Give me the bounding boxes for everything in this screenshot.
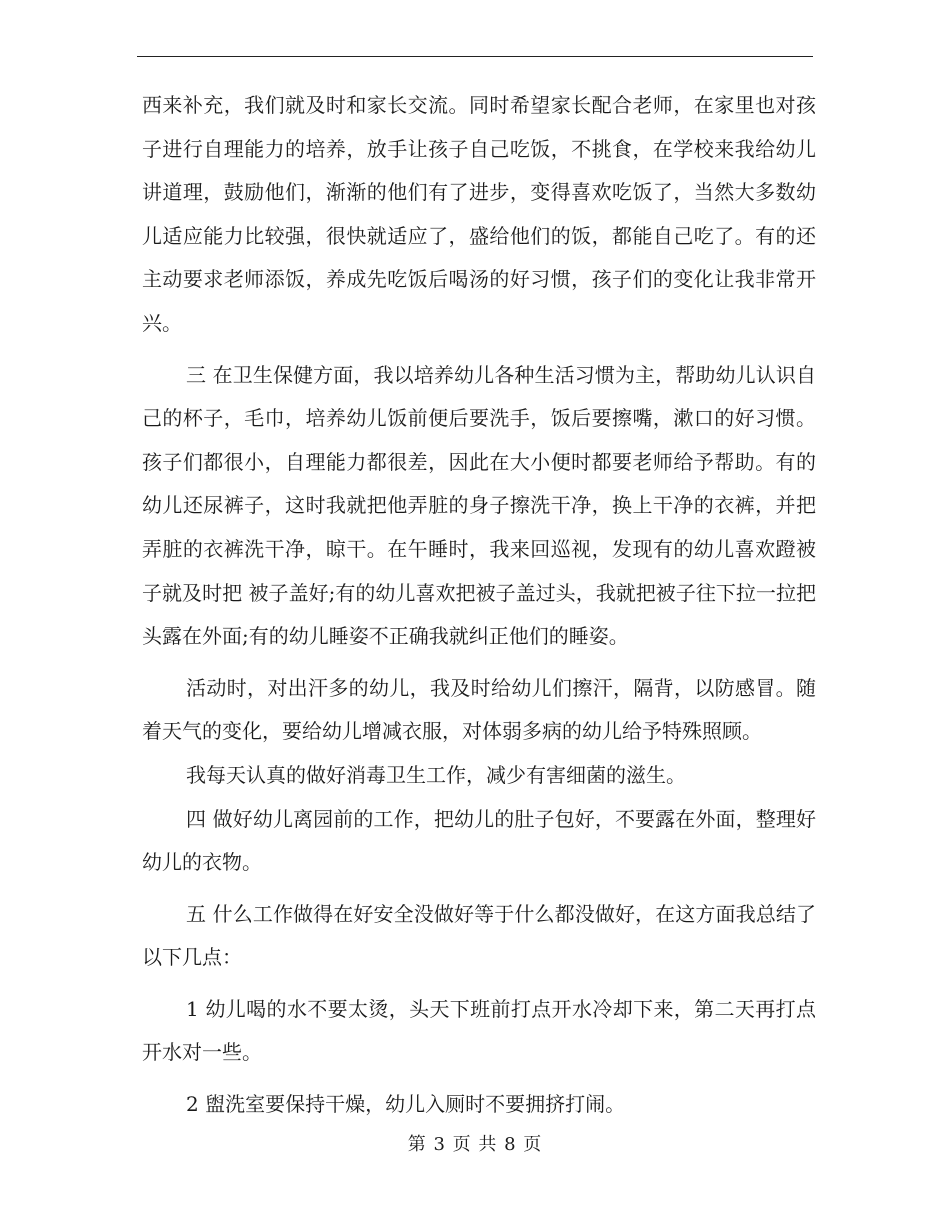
page-number: 第 3 页 共 8 页 (407, 1134, 543, 1155)
paragraph-disinfection: 我每天认真的做好消毒卫生工作，减少有害细菌的滋生。 (186, 762, 686, 787)
list-item-washroom: 2 盥洗室要保持干燥，幼儿入厕时不要拥挤打闹。 (186, 1092, 626, 1117)
paragraph-continuation: 西来补充，我们就及时和家长交流。同时希望家长配合老师，在家里也对孩子进行自理能力的培养，放手让孩子自己吃饭，不挑食，在学校来我给幼儿讲道理，鼓励他们，渐渐的他们有了进步，变得喜欢吃饭了，当然大多数幼儿适应能力比较强，很快就适应了，盛给他们的饭，都能自己吃了。有的还主动要求老师添饭，养成先吃饭后喝汤的好习惯，孩子们的变化让我非常开兴。 (142, 93, 816, 335)
paragraph-departure: 四 做好幼儿离园前的工作，把幼儿的肚子包好，不要露在外面，整理好幼儿的衣物。 (142, 806, 816, 875)
paragraph-hygiene: 三 在卫生保健方面，我以培养幼儿各种生活习惯为主，帮助幼儿认识自己的杯子，毛巾，培养幼儿饭前便后要洗手，饭后要擦嘴，漱口的好习惯。孩子们都很小，自理能力都很差，因此在大小便时都要老师给予帮助。有的幼儿还尿裤子，这时我就把他弄脏的身子擦洗干净，换上干净的衣裤，并把弄脏的衣裤洗干净，晾干。在午睡时，我来回巡视，发现有的幼儿喜欢蹬被子就及时把 被子盖好;有的幼儿喜欢把被子盖过头，我就把被子往下拉一拉把头露在外面;有的幼儿睡姿不正确我就纠正他们的睡姿。 (142, 362, 816, 649)
header-rule (137, 56, 813, 57)
paragraph-safety: 五 什么工作做得在好安全没做好等于什么都没做好，在这方面我总结了以下几点： (142, 901, 816, 970)
paragraph-activity: 活动时，对出汗多的幼儿，我及时给幼儿们擦汗，隔背，以防感冒。随着天气的变化，要给幼儿增减衣服，对体弱多病的幼儿给予特殊照顾。 (142, 675, 816, 744)
document-body (142, 84, 816, 1127)
list-item-water: 1 幼儿喝的水不要太烫，头天下班前打点开水冷却下来，第二天再打点开水对一些。 (142, 996, 816, 1065)
